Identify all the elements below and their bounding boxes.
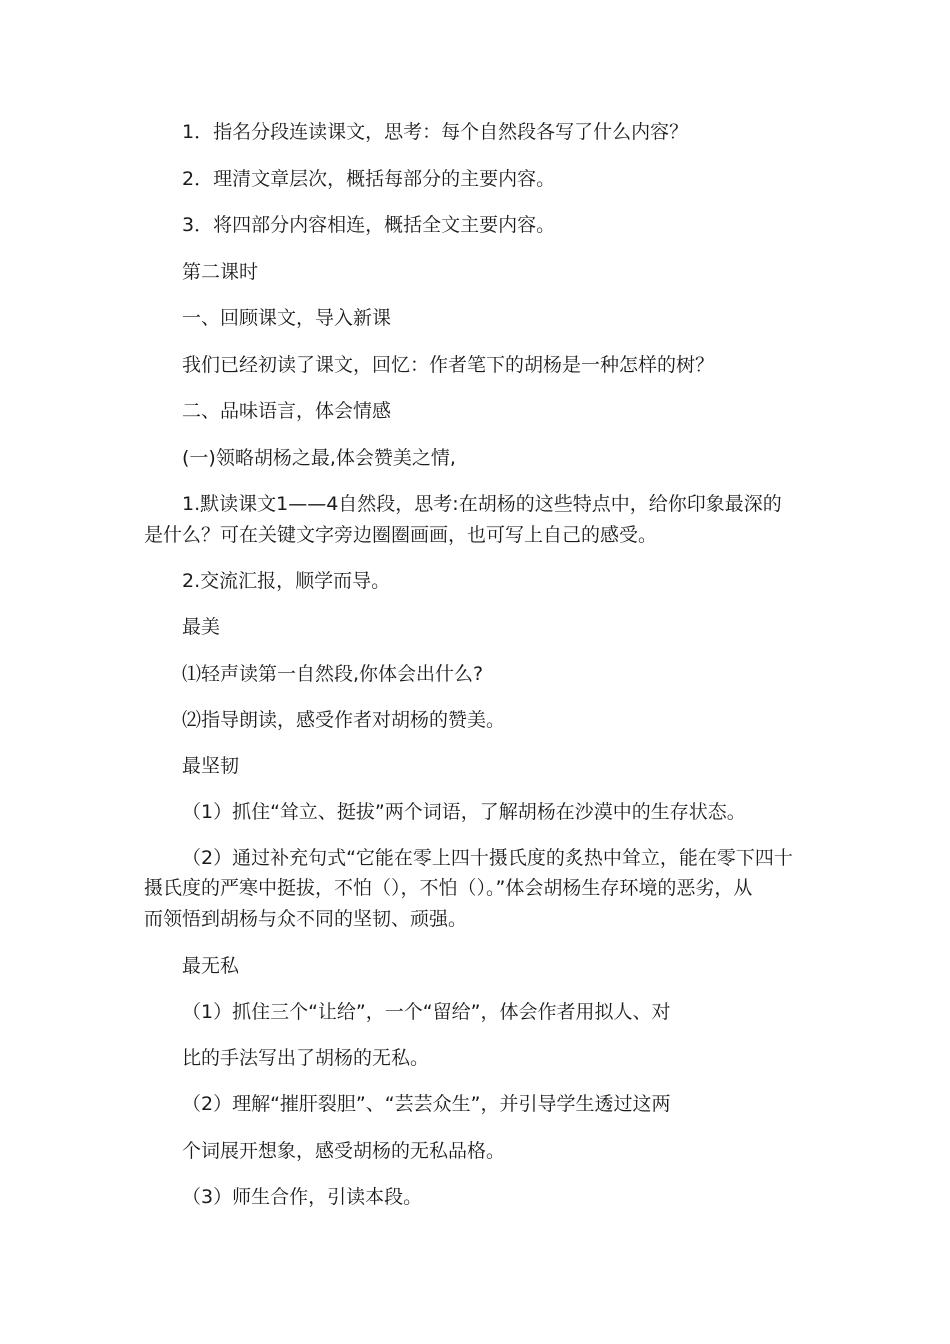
topic-most-tenacious: 最坚韧 xyxy=(182,755,240,777)
topic-most-beautiful: 最美 xyxy=(182,616,221,638)
paragraph-recall: 我们已经初读了课文，回忆：作者笔下的胡杨是一种怎样的树？ xyxy=(182,354,715,376)
list-item-1: 1．指名分段连读课文，思考：每个自然段各写了什么内容？ xyxy=(182,121,689,143)
list-item-2: 2．理清文章层次，概括每部分的主要内容。 xyxy=(182,168,556,190)
subsection-heading-1: (一)领略胡杨之最,体会赞美之情, xyxy=(182,447,456,469)
beautiful-item-1: ⑴轻声读第一自然段,你体会出什么? xyxy=(182,663,484,685)
selfless-item-1-line-2: 比的手法写出了胡杨的无私。 xyxy=(182,1047,430,1069)
step-1-line-2: 是什么？可在关键文字旁边圈圈画画，也可写上自己的感受。 xyxy=(144,524,658,546)
selfless-item-2-line-1: （2）理解“摧肝裂胆”、“芸芸众生”，并引导学生透过这两 xyxy=(182,1093,671,1115)
tenacious-item-2-line-3: 而领悟到胡杨与众不同的坚韧、顽强。 xyxy=(144,908,468,930)
step-1-line-1: 1.默读课文1——4自然段，思考:在胡杨的这些特点中，给你印象最深的 xyxy=(182,493,782,515)
beautiful-item-2: ⑵指导朗读，感受作者对胡杨的赞美。 xyxy=(182,709,506,731)
step-2: 2.交流汇报，顺学而导。 xyxy=(182,570,391,592)
section-heading-language: 二、品味语言，体会情感 xyxy=(182,400,392,422)
section-heading-second-lesson: 第二课时 xyxy=(182,261,259,283)
list-item-3: 3．将四部分内容相连，概括全文主要内容。 xyxy=(182,214,556,236)
selfless-item-3: （3）师生合作，引读本段。 xyxy=(182,1186,423,1208)
tenacious-item-2-line-1: （2）通过补充句式“它能在零上四十摄氏度的炙热中耸立，能在零下四十 xyxy=(182,847,793,869)
selfless-item-2-line-2: 个词展开想象，感受胡杨的无私品格。 xyxy=(182,1140,506,1162)
selfless-item-1-line-1: （1）抓住三个“让给”，一个“留给”，体会作者用拟人、对 xyxy=(182,1001,671,1023)
tenacious-item-2-line-2: 摄氏度的严寒中挺拔，不怕（），不怕（）。”体会胡杨生存环境的恶劣，从 xyxy=(144,877,753,899)
topic-most-selfless: 最无私 xyxy=(182,955,240,977)
section-heading-review: 一、回顾课文，导入新课 xyxy=(182,307,392,329)
tenacious-item-1: （1）抓住“耸立、挺拔”两个词语，了解胡杨在沙漠中的生存状态。 xyxy=(182,801,746,823)
